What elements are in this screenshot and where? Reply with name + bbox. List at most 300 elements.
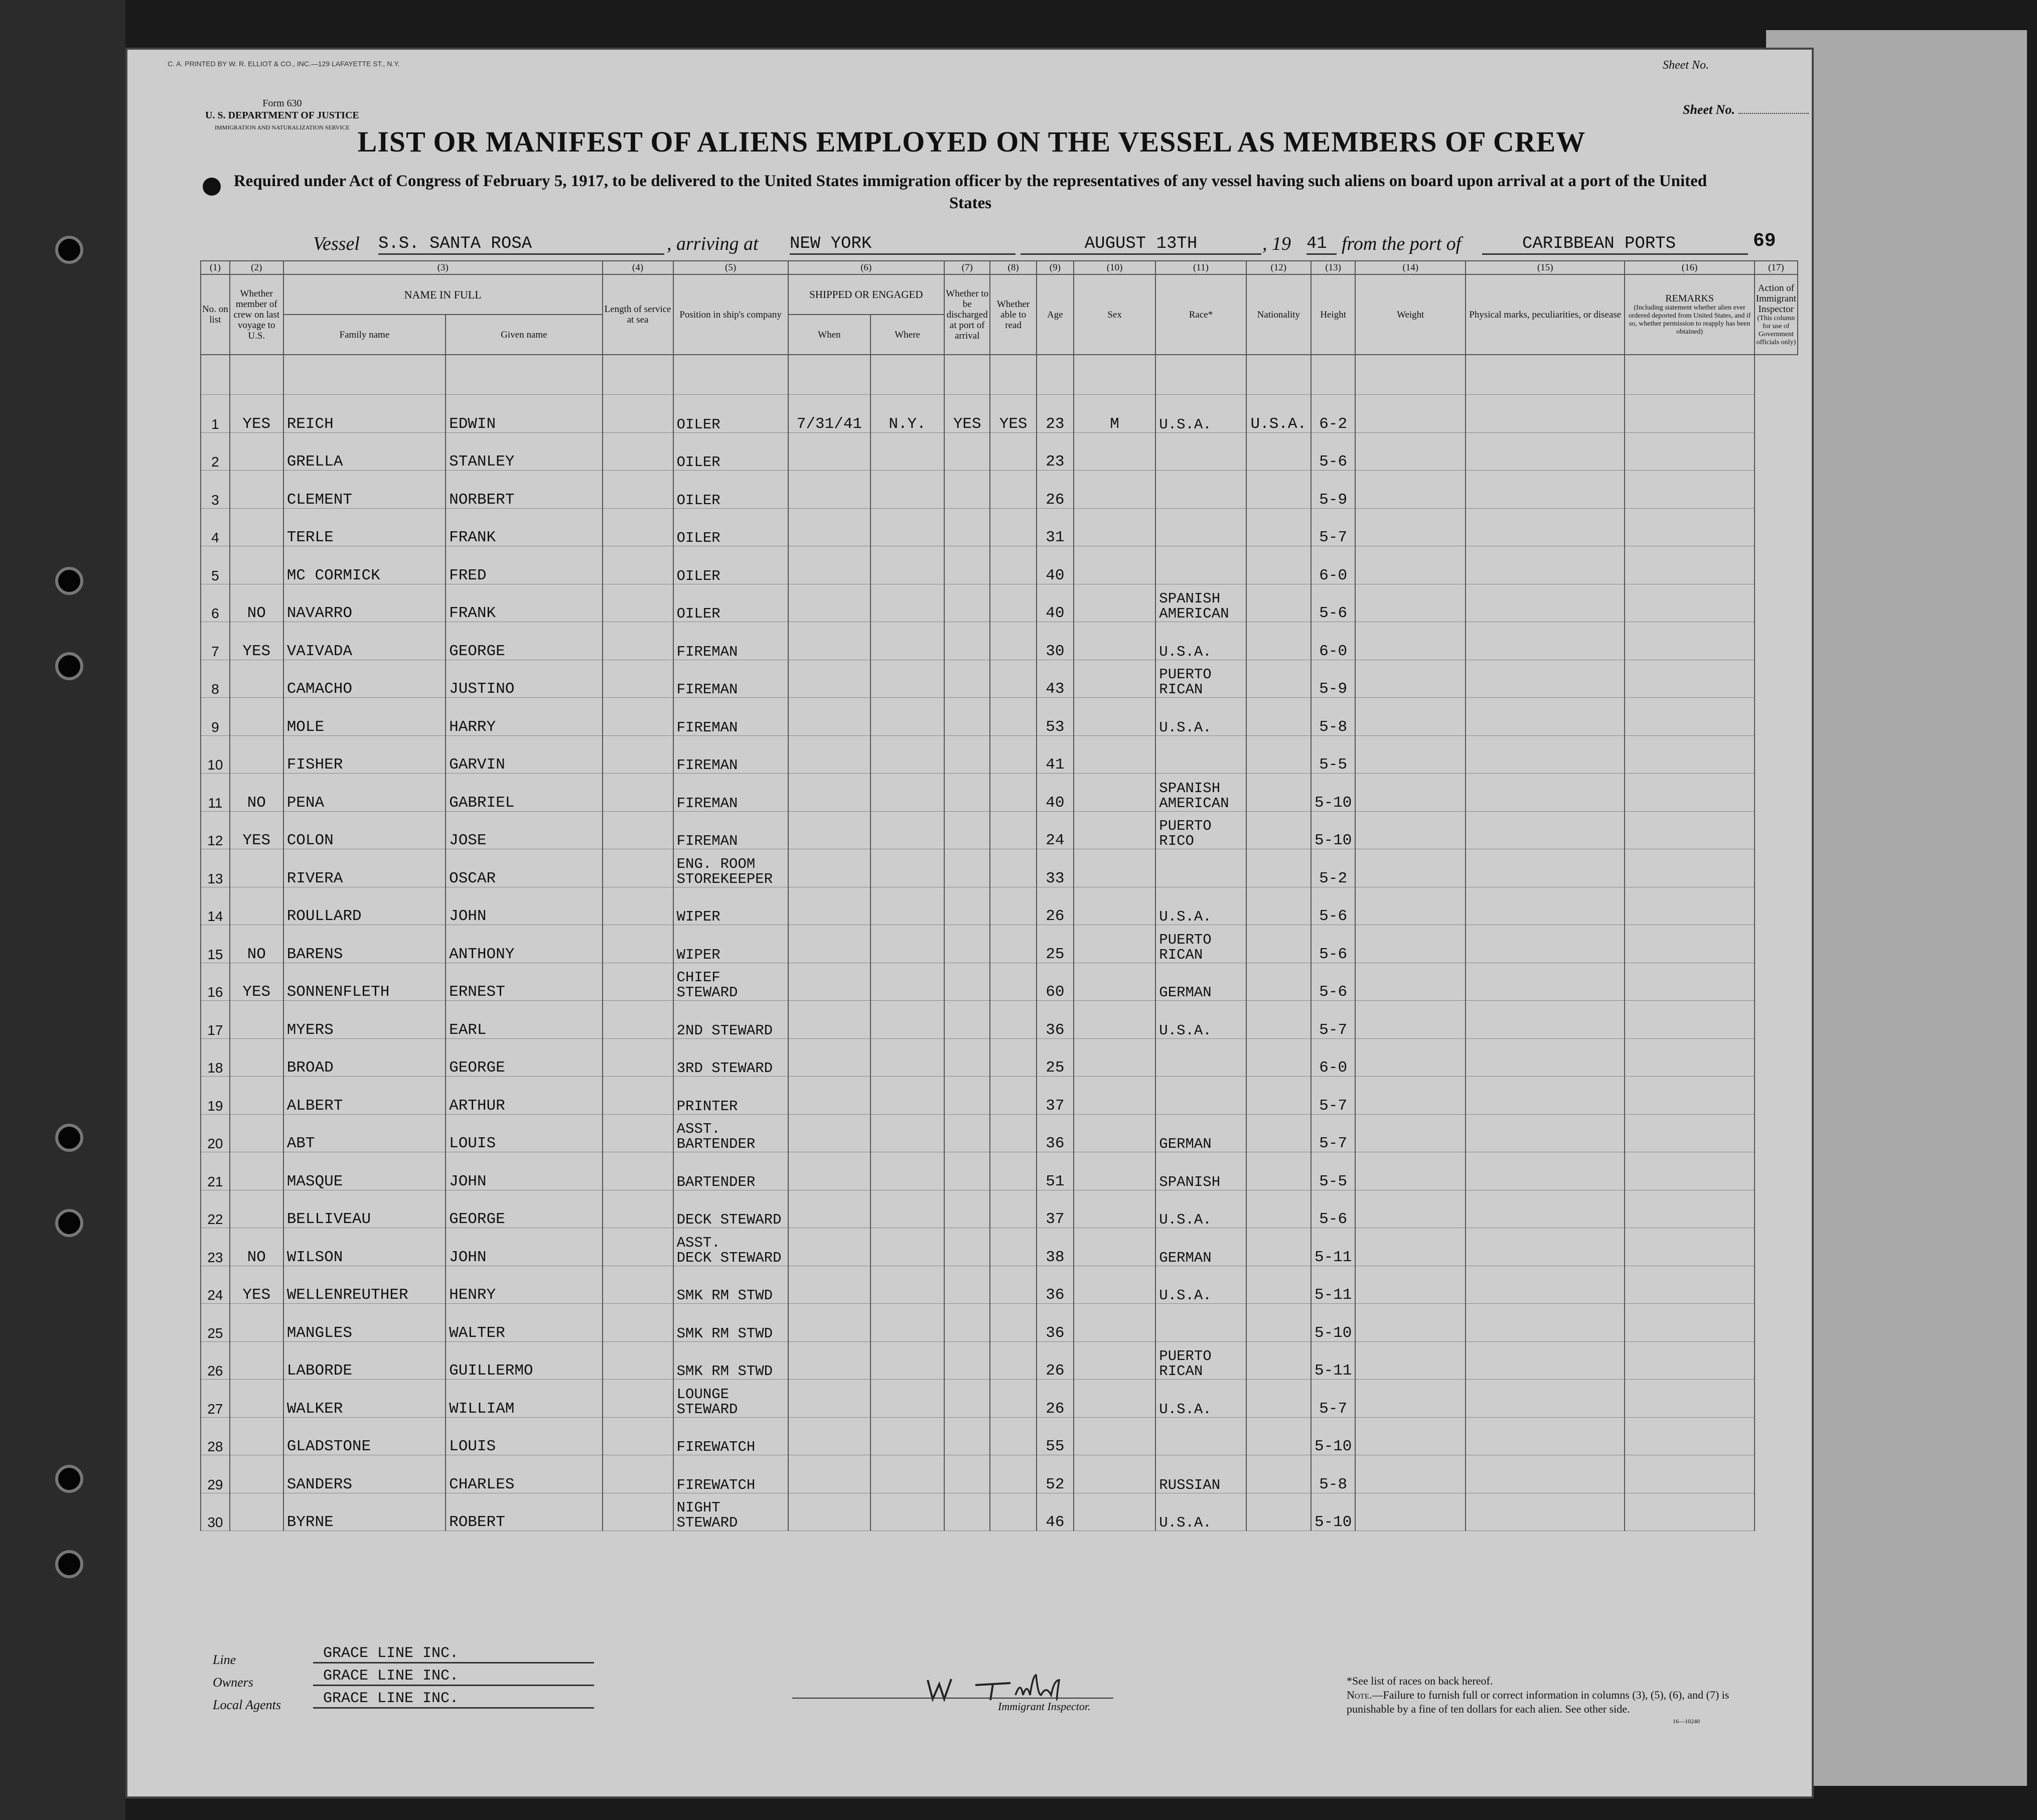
line-label: Line	[213, 1652, 236, 1667]
remarks-cell	[1625, 660, 1754, 698]
weight-cell	[1355, 849, 1466, 887]
table-row	[201, 811, 1798, 849]
family-name-cell: MANGLES	[283, 1304, 446, 1342]
weight-cell	[1355, 1077, 1466, 1115]
family-name-cell: RIVERA	[283, 849, 446, 887]
age-cell: 37	[1037, 1190, 1074, 1228]
physical-marks-cell	[1466, 622, 1625, 660]
table-row	[201, 471, 1798, 509]
age-cell: 25	[1037, 925, 1074, 963]
row-number-cell: 18	[201, 1038, 230, 1077]
height-cell: 5-11	[1311, 1228, 1355, 1266]
shipped-when-cell	[788, 1380, 871, 1418]
header-where: Where	[870, 315, 944, 355]
action-note: (This column for use of Government officials only)	[1756, 314, 1796, 346]
age-cell: 41	[1037, 735, 1074, 774]
sex-cell	[1074, 1114, 1155, 1152]
age-cell: 26	[1037, 471, 1074, 509]
table-row	[201, 925, 1798, 963]
header-able-read: Whether able to read	[990, 274, 1036, 355]
table-row	[201, 963, 1798, 1001]
header-family-name: Family name	[283, 315, 446, 355]
page-title: LIST OR MANIFEST OF ALIENS EMPLOYED ON THE VESSEL AS MEMBERS OF CREW	[357, 125, 1586, 158]
weight-cell	[1355, 1341, 1466, 1380]
position-line-2: SMK RM STWD	[676, 1363, 773, 1380]
position-cell	[673, 887, 788, 925]
remarks-cell	[1625, 508, 1754, 546]
remarks-cell	[1625, 1455, 1754, 1493]
member-last-voyage-cell: YES	[230, 395, 283, 433]
position-cell	[673, 1266, 788, 1304]
race-line-2: U.S.A.	[1159, 643, 1212, 660]
position-line-2: DECK STEWARD	[676, 1211, 782, 1228]
arrival-year: 41	[1306, 234, 1337, 255]
family-name-cell: SANDERS	[283, 1455, 446, 1493]
race-line-2: RICO	[1159, 833, 1194, 849]
length-of-service-cell	[603, 698, 673, 736]
remarks-cell	[1625, 925, 1754, 963]
family-name-cell: MASQUE	[283, 1152, 446, 1190]
row-number-cell: 17	[201, 1001, 230, 1039]
given-name-cell: LOUIS	[446, 1114, 603, 1152]
nationality-cell	[1246, 887, 1311, 925]
remarks-cell	[1625, 1038, 1754, 1077]
able-to-read-cell	[990, 925, 1036, 963]
shipped-where-cell	[870, 471, 944, 509]
age-cell: 33	[1037, 849, 1074, 887]
height-cell: 5-7	[1311, 1114, 1355, 1152]
race-line-2: U.S.A.	[1159, 1211, 1212, 1228]
position-line-2: STEWARD	[676, 1514, 738, 1531]
row-number-cell: 29	[201, 1455, 230, 1493]
height-cell: 5-7	[1311, 1380, 1355, 1418]
family-name-cell: BARENS	[283, 925, 446, 963]
physical-marks-cell	[1466, 1190, 1625, 1228]
discharged-cell	[944, 1077, 990, 1115]
able-to-read-cell	[990, 1077, 1036, 1115]
shipped-when-cell	[788, 1266, 871, 1304]
position-cell	[673, 1380, 788, 1418]
shipped-where-cell	[870, 660, 944, 698]
able-to-read-cell	[990, 849, 1036, 887]
nationality-cell	[1246, 622, 1311, 660]
nationality-cell	[1246, 811, 1311, 849]
position-line-1: ASST.	[676, 1121, 720, 1137]
nationality-cell	[1246, 735, 1311, 774]
col-num-15: (15)	[1466, 261, 1625, 274]
given-name-cell: JOHN	[446, 1152, 603, 1190]
col-num-17: (17)	[1755, 261, 1798, 274]
position-line-2: 2ND STEWARD	[676, 1022, 773, 1039]
punch-hole	[55, 1124, 83, 1152]
shipped-where-cell	[870, 432, 944, 471]
age-cell: 36	[1037, 1304, 1074, 1342]
table-row	[201, 735, 1798, 774]
sex-cell	[1074, 1455, 1155, 1493]
row-number-cell: 7	[201, 622, 230, 660]
height-cell: 5-9	[1311, 660, 1355, 698]
family-name-cell: MYERS	[283, 1001, 446, 1039]
race-line-1: PUERTO	[1159, 1348, 1212, 1364]
length-of-service-cell	[603, 1077, 673, 1115]
header-name-in-full: NAME IN FULL	[283, 274, 603, 315]
nationality-cell	[1246, 660, 1311, 698]
race-cell	[1155, 1380, 1246, 1418]
shipped-when-cell	[788, 735, 871, 774]
race-line-2: U.S.A.	[1159, 416, 1212, 433]
sex-cell	[1074, 1380, 1155, 1418]
header-member-last-voyage: Whether member of crew on last voyage to U.S.	[230, 274, 283, 355]
header-nationality: Nationality	[1246, 274, 1311, 355]
shipped-where-cell	[870, 1341, 944, 1380]
able-to-read-cell	[990, 1114, 1036, 1152]
position-line-2: OILER	[676, 454, 720, 471]
col-num-2: (2)	[230, 261, 283, 274]
position-cell	[673, 698, 788, 736]
col-num-4: (4)	[603, 261, 673, 274]
length-of-service-cell	[603, 1114, 673, 1152]
shipped-where-cell	[870, 774, 944, 812]
shipped-where-cell	[870, 1001, 944, 1039]
physical-marks-cell	[1466, 1304, 1625, 1342]
given-name-cell: FRED	[446, 546, 603, 584]
race-cell	[1155, 432, 1246, 471]
able-to-read-cell	[990, 1001, 1036, 1039]
length-of-service-cell	[603, 546, 673, 584]
length-of-service-cell	[603, 887, 673, 925]
given-name-cell: WILLIAM	[446, 1380, 603, 1418]
discharged-cell	[944, 925, 990, 963]
race-line-2: GERMAN	[1159, 1249, 1212, 1266]
discharged-cell	[944, 546, 990, 584]
table-row	[201, 1455, 1798, 1493]
height-cell: 5-10	[1311, 1304, 1355, 1342]
length-of-service-cell	[603, 849, 673, 887]
position-line-2: FIREMAN	[676, 757, 738, 774]
race-cell	[1155, 471, 1246, 509]
physical-marks-cell	[1466, 735, 1625, 774]
position-line-2: STEWARD	[676, 1401, 738, 1418]
sex-cell	[1074, 471, 1155, 509]
able-to-read-cell	[990, 1341, 1036, 1380]
physical-marks-cell	[1466, 432, 1625, 471]
length-of-service-cell	[603, 811, 673, 849]
header-race: Race*	[1155, 274, 1246, 355]
age-cell: 26	[1037, 1380, 1074, 1418]
remarks-cell	[1625, 1190, 1754, 1228]
weight-cell	[1355, 811, 1466, 849]
able-to-read-cell	[990, 1304, 1036, 1342]
position-cell	[673, 395, 788, 433]
row-number-cell: 25	[201, 1304, 230, 1342]
row-number-cell: 12	[201, 811, 230, 849]
row-number-cell: 22	[201, 1190, 230, 1228]
sheet-no-top: Sheet No.	[1663, 59, 1709, 72]
header-action	[1755, 274, 1798, 355]
physical-marks-cell	[1466, 887, 1625, 925]
remarks-cell	[1625, 1417, 1754, 1455]
race-line-2: GERMAN	[1159, 984, 1212, 1001]
race-line-2: U.S.A.	[1159, 1287, 1212, 1304]
physical-marks-cell	[1466, 1077, 1625, 1115]
punch-hole	[55, 1465, 83, 1493]
physical-marks-cell	[1466, 1228, 1625, 1266]
race-cell	[1155, 622, 1246, 660]
row-number-cell: 30	[201, 1493, 230, 1531]
shipped-where-cell	[870, 1493, 944, 1531]
sex-cell	[1074, 1152, 1155, 1190]
discharged-cell	[944, 660, 990, 698]
able-to-read-cell	[990, 660, 1036, 698]
length-of-service-cell	[603, 1417, 673, 1455]
discharged-cell	[944, 1038, 990, 1077]
length-of-service-cell	[603, 584, 673, 622]
row-number-cell: 1	[201, 395, 230, 433]
family-name-cell: ALBERT	[283, 1077, 446, 1115]
given-name-cell: GEORGE	[446, 622, 603, 660]
family-name-cell: GRELLA	[283, 432, 446, 471]
sex-cell	[1074, 1190, 1155, 1228]
table-row	[201, 887, 1798, 925]
sheet-no	[1683, 102, 1809, 117]
discharged-cell	[944, 698, 990, 736]
age-cell: 51	[1037, 1152, 1074, 1190]
remarks-cell	[1625, 887, 1754, 925]
position-cell	[673, 1001, 788, 1039]
member-last-voyage-cell	[230, 1152, 283, 1190]
nationality-cell	[1246, 1114, 1311, 1152]
given-name-cell: EDWIN	[446, 395, 603, 433]
given-name-cell: JOHN	[446, 887, 603, 925]
nationality-cell	[1246, 1152, 1311, 1190]
position-line-2: 3RD STEWARD	[676, 1060, 773, 1077]
sex-cell	[1074, 660, 1155, 698]
race-cell	[1155, 584, 1246, 622]
position-line-1: NIGHT	[676, 1499, 720, 1516]
remarks-cell	[1625, 1228, 1754, 1266]
table-row	[201, 1228, 1798, 1266]
able-to-read-cell	[990, 546, 1036, 584]
table-row	[201, 1493, 1798, 1531]
remarks-cell	[1625, 1341, 1754, 1380]
nationality-cell	[1246, 963, 1311, 1001]
length-of-service-cell	[603, 1493, 673, 1531]
member-last-voyage-cell: NO	[230, 925, 283, 963]
position-line-2: FIREMAN	[676, 643, 738, 660]
race-cell	[1155, 1038, 1246, 1077]
spacer-row	[201, 355, 1798, 395]
age-cell: 60	[1037, 963, 1074, 1001]
nationality-cell	[1246, 1228, 1311, 1266]
family-name-cell: MC CORMICK	[283, 546, 446, 584]
able-to-read-cell	[990, 1038, 1036, 1077]
sheet-no-label: Sheet No.	[1683, 102, 1735, 117]
position-cell	[673, 811, 788, 849]
physical-marks-cell	[1466, 584, 1625, 622]
vessel-name: S.S. SANTA ROSA	[378, 234, 664, 255]
service: IMMIGRATION AND NATURALIZATION SERVICE	[215, 124, 350, 131]
length-of-service-cell	[603, 925, 673, 963]
height-cell: 6-0	[1311, 1038, 1355, 1077]
inspector-line	[792, 1698, 1113, 1699]
given-name-cell: EARL	[446, 1001, 603, 1039]
weight-cell	[1355, 432, 1466, 471]
shipped-when-cell	[788, 546, 871, 584]
shipped-where-cell	[870, 811, 944, 849]
sex-cell	[1074, 1417, 1155, 1455]
race-cell	[1155, 546, 1246, 584]
position-cell	[673, 1190, 788, 1228]
member-last-voyage-cell: YES	[230, 622, 283, 660]
row-number-cell: 2	[201, 432, 230, 471]
shipped-where-cell	[870, 849, 944, 887]
physical-marks-cell	[1466, 698, 1625, 736]
position-cell	[673, 1152, 788, 1190]
header-physical-marks: Physical marks, peculiarities, or disease	[1466, 274, 1625, 355]
member-last-voyage-cell	[230, 1380, 283, 1418]
row-number-cell: 11	[201, 774, 230, 812]
race-cell	[1155, 1190, 1246, 1228]
year-prefix: , 19	[1262, 233, 1291, 254]
race-cell	[1155, 1001, 1246, 1039]
nationality-cell	[1246, 774, 1311, 812]
table-row	[201, 1001, 1798, 1039]
shipped-when-cell	[788, 1038, 871, 1077]
position-cell	[673, 432, 788, 471]
age-cell: 37	[1037, 1077, 1074, 1115]
age-cell: 36	[1037, 1001, 1074, 1039]
page-number: 69	[1753, 230, 1776, 252]
age-cell: 43	[1037, 660, 1074, 698]
header-no-on-list: No. on list	[201, 274, 230, 355]
position-cell	[673, 849, 788, 887]
race-line-2: RICAN	[1159, 1363, 1203, 1380]
race-cell	[1155, 887, 1246, 925]
shipped-when-cell	[788, 811, 871, 849]
row-number-cell: 24	[201, 1266, 230, 1304]
height-cell: 5-5	[1311, 735, 1355, 774]
length-of-service-cell	[603, 1038, 673, 1077]
able-to-read-cell: YES	[990, 395, 1036, 433]
race-cell	[1155, 698, 1246, 736]
remarks-cell	[1625, 432, 1754, 471]
weight-cell	[1355, 1417, 1466, 1455]
action-label: Action of Immigrant Inspector	[1756, 282, 1796, 315]
weight-cell	[1355, 963, 1466, 1001]
shipped-when-cell	[788, 1228, 871, 1266]
length-of-service-cell	[603, 1228, 673, 1266]
height-cell: 5-7	[1311, 1001, 1355, 1039]
able-to-read-cell	[990, 1493, 1036, 1531]
member-last-voyage-cell: YES	[230, 963, 283, 1001]
sex-cell	[1074, 698, 1155, 736]
race-cell	[1155, 1417, 1246, 1455]
position-cell	[673, 1038, 788, 1077]
family-name-cell: NAVARRO	[283, 584, 446, 622]
race-cell	[1155, 925, 1246, 963]
shipped-when-cell	[788, 1455, 871, 1493]
agents-label: Local Agents	[213, 1698, 281, 1712]
shipped-when-cell	[788, 432, 871, 471]
length-of-service-cell	[603, 1001, 673, 1039]
col-num-9: (9)	[1037, 261, 1074, 274]
age-cell: 36	[1037, 1114, 1074, 1152]
age-cell: 40	[1037, 774, 1074, 812]
nationality-cell	[1246, 1341, 1311, 1380]
length-of-service-cell	[603, 508, 673, 546]
member-last-voyage-cell	[230, 546, 283, 584]
remarks-cell	[1625, 1114, 1754, 1152]
age-cell: 55	[1037, 1417, 1074, 1455]
able-to-read-cell	[990, 508, 1036, 546]
weight-cell	[1355, 508, 1466, 546]
able-to-read-cell	[990, 1455, 1036, 1493]
sex-cell	[1074, 887, 1155, 925]
vessel-label: Vessel	[313, 233, 360, 254]
member-last-voyage-cell	[230, 1038, 283, 1077]
member-last-voyage-cell	[230, 471, 283, 509]
nationality-cell	[1246, 849, 1311, 887]
weight-cell	[1355, 735, 1466, 774]
position-cell	[673, 471, 788, 509]
able-to-read-cell	[990, 1417, 1036, 1455]
discharged-cell	[944, 887, 990, 925]
discharged-cell: YES	[944, 395, 990, 433]
length-of-service-cell	[603, 471, 673, 509]
punch-hole	[55, 236, 83, 264]
physical-marks-cell	[1466, 1417, 1625, 1455]
position-line-2: OILER	[676, 567, 720, 584]
height-cell: 5-9	[1311, 471, 1355, 509]
race-cell	[1155, 1228, 1246, 1266]
discharged-cell	[944, 1266, 990, 1304]
header-when: When	[788, 315, 871, 355]
position-line-2: STOREKEEPER	[676, 870, 773, 887]
shipped-where-cell	[870, 925, 944, 963]
nationality-cell	[1246, 698, 1311, 736]
height-cell: 5-5	[1311, 1152, 1355, 1190]
shipped-when-cell	[788, 1493, 871, 1531]
family-name-cell: LABORDE	[283, 1341, 446, 1380]
race-cell	[1155, 1455, 1246, 1493]
punch-hole	[203, 178, 221, 196]
form-code: 16—10240	[1673, 1718, 1700, 1725]
given-name-cell: GEORGE	[446, 1038, 603, 1077]
row-number-cell: 16	[201, 963, 230, 1001]
position-cell	[673, 1341, 788, 1380]
table-row	[201, 1077, 1798, 1115]
height-cell: 5-6	[1311, 584, 1355, 622]
age-cell: 23	[1037, 395, 1074, 433]
position-line-1: LOUNGE	[676, 1386, 730, 1403]
table-row	[201, 1380, 1798, 1418]
header-length-service: Length of service at sea	[603, 274, 673, 355]
sex-cell	[1074, 1077, 1155, 1115]
shipped-where-cell	[870, 1455, 944, 1493]
crew-rows	[201, 355, 1798, 1531]
able-to-read-cell	[990, 471, 1036, 509]
family-name-cell: WELLENREUTHER	[283, 1266, 446, 1304]
race-cell	[1155, 1266, 1246, 1304]
shipped-where-cell	[870, 546, 944, 584]
family-name-cell: REICH	[283, 395, 446, 433]
weight-cell	[1355, 1380, 1466, 1418]
weight-cell	[1355, 698, 1466, 736]
family-name-cell: PENA	[283, 774, 446, 812]
shipped-where-cell	[870, 1266, 944, 1304]
able-to-read-cell	[990, 1190, 1036, 1228]
remarks-cell	[1625, 774, 1754, 812]
